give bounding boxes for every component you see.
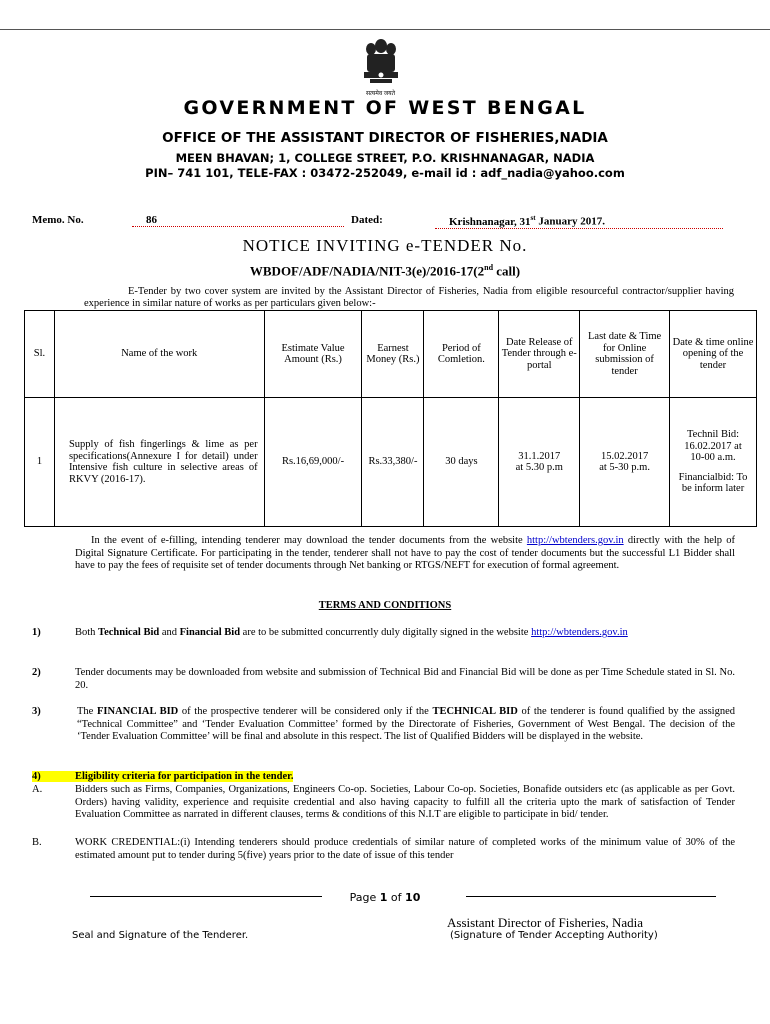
office-title: OFFICE OF THE ASSISTANT DIRECTOR OF FISHERIES,NADIA (162, 130, 608, 146)
term-2: Tender documents may be downloaded from website and submission of Technical Bid and Financial Bid will be done as per Time Schedule stated in Sl. No. 20. (75, 667, 735, 691)
term-4-heading: Eligibility criteria for participation in the tender. (75, 771, 294, 782)
term-1: Both Technical Bid and Financial Bid are to be submitted concurrently duly digitally signed in the website http://wbtenders.gov.in (75, 627, 628, 638)
dated-label: Dated: (351, 214, 383, 226)
term-3-number: 3) (32, 706, 41, 717)
col-opening: Date & time online opening of the tender (670, 311, 757, 398)
notice-title: NOTICE INVITING e-TENDER No. (242, 236, 528, 255)
term-a-number: A. (32, 784, 43, 795)
term-4-number: 4) (32, 771, 76, 782)
memo-label: Memo. No. (32, 214, 84, 226)
signatory-note: (Signature of Tender Accepting Authority) (450, 930, 658, 941)
state-emblem-icon (354, 36, 408, 96)
office-address: MEEN BHAVAN; 1, COLLEGE STREET, P.O. KRISHNANAGAR, NADIA (175, 151, 595, 165)
term-b: WORK CREDENTIAL:(i) Intending tenderers should produce credentials of similar nature of completed works of the minimum value of 30% of the estimated amount put to tender during 5(five) years prior to the date of issue of this tender (75, 837, 735, 861)
col-release: Date Release of Tender through e-portal (499, 311, 580, 398)
office-contact: PIN– 741 101, TELE-FAX : 03472-252049, e-mail id : adf_nadia@yahoo.com (145, 166, 625, 180)
term-a: Bidders such as Firms, Companies, Organizations, Engineers Co-op. Societies, Labour Co-op. Societies, Bonafide outsiders etc (as applicable as per Govt. Orders) having validity, experience and requisite credential and also having capacity to fulfill all the criteria upto the mark of satisfaction of Tender Evaluation Committee as narrated in different clauses, terms & conditions of this N.I.T are eligible to participate in bid/ tender. (75, 784, 735, 820)
col-sl: Sl. (25, 311, 55, 398)
memo-date: Krishnanagar, 31st January 2017. (435, 214, 723, 229)
cell-period: 30 days (424, 398, 499, 527)
notice-number: WBDOF/ADF/NADIA/NIT-3(e)/2016-17(2nd call) (249, 263, 521, 279)
col-last-date: Last date & Time for Online submission of tender (580, 311, 670, 398)
cell-sl: 1 (25, 398, 55, 527)
table-row (25, 398, 757, 527)
efiling-paragraph: In the event of e-filling, intending tenderer may download the tender documents from the website http://wbtenders.gov.in directly with the help of Digital Signature Certificate. For participating in the tender, tenderer shall not have to pay the cost of tender documents but the successful L1 Bidder shall have to pay the fees of requisite set of tender documents through Net banking or RTGS/NEFT for execution of formal agreement. (75, 535, 736, 571)
top-rule (0, 29, 770, 30)
table-header-row (25, 311, 757, 398)
term-b-number: B. (32, 837, 42, 848)
term-3: The FINANCIAL BID of the prospective tenderer will be considered only if the TECHNICAL BID of the tenderer is found qualified by the assigned “Technical Committee” and ‘Tender Evaluation Committee’ formed by the Directorate of Fisheries, Government of West Bengal. The decision of the ‘Tender Evaluation Committee’ will be final and absolute in this respect. The list of Qualified Bidders will be displayed in the website. (77, 706, 735, 742)
tenderer-seal-label: Seal and Signature of the Tenderer. (72, 930, 249, 941)
col-earnest: Earnest Money (Rs.) (362, 311, 424, 398)
tender-table (24, 310, 757, 527)
government-title: GOVERNMENT OF WEST BENGAL (183, 97, 587, 119)
wbtenders-link[interactable]: http://wbtenders.gov.in (526, 535, 624, 546)
col-period: Period of Comletion. (424, 311, 499, 398)
col-estimate: Estimate Value Amount (Rs.) (264, 311, 362, 398)
cell-work: Supply of fish fingerlings & lime as per specifications(Annexure I for detail) under Intensive fish culture in selective areas of RKVY (2016-17). (54, 398, 264, 527)
cell-last-date: 15.02.2017 at 5-30 p.m. (580, 398, 670, 527)
page-number: Page 1 of 10 (349, 891, 421, 904)
notice-intro: E-Tender by two cover system are invited by the Assistant Director of Fisheries, Nadia from eligible resourceful contractor/supplier having experience in similar nature of works as per particulars given below:- (84, 286, 734, 309)
emblem-caption: सत्यमेव जयते (366, 91, 396, 97)
memo-number: 86 (132, 214, 344, 227)
cell-earnest: Rs.33,380/- (362, 398, 424, 527)
cell-release: 31.1.2017 at 5.30 p.m (499, 398, 580, 527)
wbtenders-link-2[interactable]: http://wbtenders.gov.in (531, 627, 628, 638)
cell-estimate: Rs.16,69,000/- (264, 398, 362, 527)
term-2-number: 2) (32, 667, 41, 678)
cell-opening: Technil Bid: 16.02.2017 at 10-00 a.m. Financialbid: To be inform later (670, 398, 757, 527)
col-work: Name of the work (54, 311, 264, 398)
term-1-number: 1) (32, 627, 41, 638)
signatory-title: Assistant Director of Fisheries, Nadia (447, 915, 644, 930)
terms-heading: TERMS AND CONDITIONS (318, 600, 452, 611)
